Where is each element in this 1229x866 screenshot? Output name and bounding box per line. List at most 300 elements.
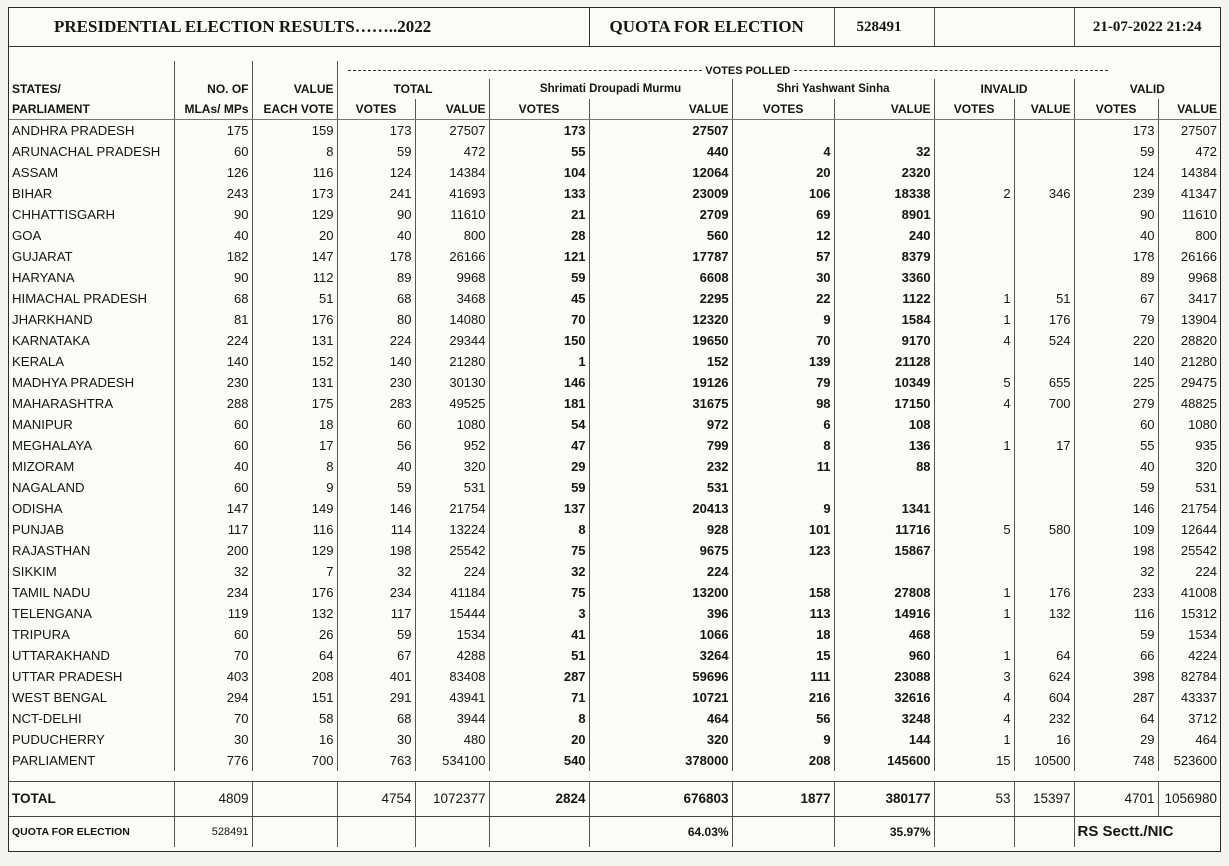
cell-valid-value: 531 [1158,477,1220,498]
cell-sinha-value [834,477,934,498]
cell-value-each: 175 [252,393,337,414]
cell-invalid-value: 604 [1014,687,1074,708]
cell-valid-value: 4224 [1158,645,1220,666]
cell-murmu-value: 19650 [589,330,732,351]
cell-murmu-votes: 133 [489,183,589,204]
state-name: HARYANA [12,269,75,285]
cell-murmu-votes: 150 [489,330,589,351]
cell-sinha-value: 21128 [834,351,934,372]
cell-sinha-value: 240 [834,225,934,246]
state-name: ASSAM [12,164,59,180]
cell-sinha-votes: 111 [732,666,834,687]
cell-sinha-votes: 22 [732,288,834,309]
cell-total-value: 1080 [415,414,489,435]
cell-valid-value: 320 [1158,456,1220,477]
cell-valid-value: 21754 [1158,498,1220,519]
state-name: UTTARAKHAND [12,647,110,663]
cell-murmu-value: 928 [589,519,732,540]
cell-invalid-votes [934,414,1014,435]
cell-total-votes: 30 [337,729,415,750]
cell-members: 81 [174,309,252,330]
cell-murmu-votes: 59 [489,267,589,288]
cell-members: 234 [174,582,252,603]
total-murmu-value: 676803 [589,782,732,817]
cell-murmu-value: 799 [589,435,732,456]
col-header-valid-value: VALUE [1158,99,1220,120]
cell-valid-votes: 220 [1074,330,1158,351]
cell-murmu-votes: 55 [489,141,589,162]
cell-murmu-value: 152 [589,351,732,372]
cell-murmu-value: 19126 [589,372,732,393]
cell-murmu-votes: 104 [489,162,589,183]
cell-invalid-votes: 1 [934,645,1014,666]
cell-invalid-votes: 4 [934,687,1014,708]
table-row [9,582,1220,603]
cell-murmu-value: 2295 [589,288,732,309]
table-row [9,540,1220,561]
table-row [9,519,1220,540]
table-row [9,498,1220,519]
cell-valid-value: 21280 [1158,351,1220,372]
state-name: MADHYA PRADESH [12,374,135,390]
cell-total-votes: 178 [337,246,415,267]
cell-valid-value: 935 [1158,435,1220,456]
cell-invalid-value: 17 [1014,435,1074,456]
cell-total-value: 43941 [415,687,489,708]
cell-sinha-votes [732,120,834,142]
cell-murmu-votes: 3 [489,603,589,624]
state-name: PUNJAB [12,521,65,537]
quota-footer-row [9,817,1220,848]
cell-invalid-votes [934,561,1014,582]
cell-sinha-value: 17150 [834,393,934,414]
cell-valid-votes: 239 [1074,183,1158,204]
cell-value-each: 129 [252,540,337,561]
results-sheet [8,7,1221,852]
cell-valid-votes: 140 [1074,351,1158,372]
cell-valid-value: 1080 [1158,414,1220,435]
cell-sinha-value: 15867 [834,540,934,561]
table-row [9,561,1220,582]
cell-invalid-votes: 3 [934,666,1014,687]
cell-invalid-votes [934,162,1014,183]
cell-valid-votes: 225 [1074,372,1158,393]
cell-total-votes: 291 [337,687,415,708]
col-header-mlas: MLAs/ MPs [174,99,252,120]
state-name: WEST BENGAL [12,689,108,705]
cell-value-each: 208 [252,666,337,687]
cell-sinha-value: 1341 [834,498,934,519]
cell-value-each: 8 [252,456,337,477]
cell-sinha-votes: 9 [732,729,834,750]
cell-invalid-value [1014,414,1074,435]
cell-invalid-value: 64 [1014,645,1074,666]
table-row [9,435,1220,456]
cell-valid-votes: 178 [1074,246,1158,267]
title-row [9,8,1220,47]
cell-value-each: 116 [252,519,337,540]
table-row [9,624,1220,645]
state-name: GUJARAT [12,248,73,264]
cell-murmu-votes: 75 [489,540,589,561]
cell-murmu-value: 440 [589,141,732,162]
cell-total-votes: 401 [337,666,415,687]
cell-invalid-votes: 1 [934,729,1014,750]
cell-valid-value: 28820 [1158,330,1220,351]
cell-invalid-votes: 4 [934,708,1014,729]
cell-total-votes: 114 [337,519,415,540]
cell-invalid-value: 51 [1014,288,1074,309]
cell-sinha-votes: 70 [732,330,834,351]
col-header-valid-votes: VOTES [1074,99,1158,120]
cell-murmu-votes: 59 [489,477,589,498]
cell-sinha-votes: 123 [732,540,834,561]
cell-invalid-value: 655 [1014,372,1074,393]
cell-valid-value: 1534 [1158,624,1220,645]
cell-murmu-value: 320 [589,729,732,750]
cell-valid-votes: 55 [1074,435,1158,456]
col-header-states: STATES/ [12,82,61,96]
cell-total-value: 49525 [415,393,489,414]
table-row [9,414,1220,435]
cell-sinha-value: 27808 [834,582,934,603]
footer-quota-label: QUOTA FOR ELECTION [12,826,130,838]
cell-murmu-value: 531 [589,477,732,498]
cell-total-votes: 90 [337,204,415,225]
table-row [9,351,1220,372]
cell-valid-value: 14384 [1158,162,1220,183]
cell-valid-value: 48825 [1158,393,1220,414]
table-row [9,456,1220,477]
cell-invalid-votes: 1 [934,435,1014,456]
cell-valid-votes: 40 [1074,225,1158,246]
cell-invalid-votes [934,498,1014,519]
cell-total-votes: 241 [337,183,415,204]
cell-members: 126 [174,162,252,183]
cell-sinha-value: 1584 [834,309,934,330]
cell-invalid-votes: 5 [934,519,1014,540]
cell-valid-value: 800 [1158,225,1220,246]
state-name: UTTAR PRADESH [12,668,123,684]
cell-total-votes: 146 [337,498,415,519]
cell-value-each: 132 [252,603,337,624]
cell-valid-votes: 198 [1074,540,1158,561]
cell-total-votes: 124 [337,162,415,183]
cell-invalid-value [1014,204,1074,225]
cell-valid-votes: 59 [1074,477,1158,498]
cell-sinha-votes: 98 [732,393,834,414]
cell-members: 776 [174,750,252,771]
cell-members: 60 [174,141,252,162]
cell-valid-votes: 90 [1074,204,1158,225]
state-name: MEGHALAYA [12,437,93,453]
cell-invalid-value [1014,267,1074,288]
cell-members: 403 [174,666,252,687]
total-label: TOTAL [9,782,174,817]
cell-sinha-value: 468 [834,624,934,645]
cell-valid-votes: 146 [1074,498,1158,519]
state-name: TELENGANA [12,605,92,621]
cell-sinha-value: 136 [834,435,934,456]
cell-murmu-value: 12064 [589,162,732,183]
cell-total-votes: 234 [337,582,415,603]
col-header-invalid: INVALID [934,79,1074,99]
cell-valid-value: 29475 [1158,372,1220,393]
cell-sinha-value [834,120,934,142]
state-name: KARNATAKA [12,332,90,348]
cell-valid-value: 13904 [1158,309,1220,330]
col-header-invalid-value: VALUE [1014,99,1074,120]
cell-sinha-votes: 57 [732,246,834,267]
cell-total-votes: 59 [337,624,415,645]
cell-invalid-value [1014,498,1074,519]
state-name: PUDUCHERRY [12,731,105,747]
cell-invalid-votes [934,141,1014,162]
cell-sinha-value: 145600 [834,750,934,771]
footer-quota-value: 528491 [174,817,252,848]
cell-murmu-votes: 21 [489,204,589,225]
cell-valid-value: 11610 [1158,204,1220,225]
cell-total-votes: 80 [337,309,415,330]
cell-invalid-votes: 1 [934,288,1014,309]
table-row [9,309,1220,330]
cell-valid-votes: 173 [1074,120,1158,142]
cell-invalid-votes [934,120,1014,142]
state-name: ANDHRA PRADESH [12,122,135,138]
cell-murmu-value: 396 [589,603,732,624]
cell-members: 119 [174,603,252,624]
cell-murmu-votes: 51 [489,645,589,666]
cell-total-votes: 68 [337,708,415,729]
cell-murmu-votes: 32 [489,561,589,582]
cell-sinha-votes: 8 [732,435,834,456]
col-header-no-of: NO. OF [174,79,252,99]
cell-sinha-value: 88 [834,456,934,477]
cell-members: 40 [174,456,252,477]
total-total-votes: 4754 [337,782,415,817]
cell-murmu-value: 560 [589,225,732,246]
cell-valid-value: 523600 [1158,750,1220,771]
col-header-each-vote: EACH VOTE [252,99,337,120]
cell-members: 30 [174,729,252,750]
cell-total-value: 320 [415,456,489,477]
votes-polled-header [9,61,1220,79]
cell-invalid-value [1014,141,1074,162]
cell-total-votes: 56 [337,435,415,456]
cell-invalid-votes: 5 [934,372,1014,393]
cell-total-value: 14384 [415,162,489,183]
cell-invalid-votes: 15 [934,750,1014,771]
cell-members: 60 [174,477,252,498]
cell-invalid-value [1014,225,1074,246]
col-header-invalid-votes: VOTES [934,99,1014,120]
state-name: NAGALAND [12,479,85,495]
cell-members: 243 [174,183,252,204]
col-header-total: TOTAL [337,79,489,99]
total-row [9,782,1220,817]
cell-sinha-votes: 30 [732,267,834,288]
cell-sinha-value: 23088 [834,666,934,687]
cell-invalid-votes: 4 [934,330,1014,351]
table-row [9,246,1220,267]
cell-invalid-votes [934,204,1014,225]
cell-sinha-votes: 15 [732,645,834,666]
cell-sinha-value: 10349 [834,372,934,393]
table-row [9,330,1220,351]
cell-value-each: 8 [252,141,337,162]
cell-valid-votes: 40 [1074,456,1158,477]
cell-total-votes: 60 [337,414,415,435]
cell-invalid-value [1014,246,1074,267]
quota-label: QUOTA FOR ELECTION [589,8,834,47]
cell-invalid-votes [934,246,1014,267]
header-row-2 [9,99,1220,120]
cell-members: 68 [174,288,252,309]
cell-invalid-value [1014,477,1074,498]
cell-valid-value: 3712 [1158,708,1220,729]
table-row [9,204,1220,225]
cell-sinha-value: 18338 [834,183,934,204]
cell-murmu-value: 31675 [589,393,732,414]
table-row [9,750,1220,771]
cell-murmu-value: 6608 [589,267,732,288]
cell-invalid-value: 176 [1014,582,1074,603]
votes-polled-label: VOTES POLLED [705,65,791,77]
cell-invalid-value [1014,162,1074,183]
cell-total-value: 4288 [415,645,489,666]
cell-members: 70 [174,708,252,729]
cell-members: 40 [174,225,252,246]
cell-sinha-value: 144 [834,729,934,750]
cell-total-votes: 59 [337,141,415,162]
cell-invalid-value: 132 [1014,603,1074,624]
cell-total-value: 29344 [415,330,489,351]
cell-total-votes: 59 [337,477,415,498]
cell-invalid-votes [934,267,1014,288]
cell-total-value: 480 [415,729,489,750]
cell-murmu-votes: 54 [489,414,589,435]
cell-valid-votes: 32 [1074,561,1158,582]
cell-value-each: 159 [252,120,337,142]
cell-total-value: 41184 [415,582,489,603]
cell-sinha-votes: 56 [732,708,834,729]
cell-members: 175 [174,120,252,142]
cell-murmu-value: 17787 [589,246,732,267]
cell-total-value: 13224 [415,519,489,540]
state-name: JHARKHAND [12,311,93,327]
table-row [9,708,1220,729]
cell-invalid-value: 232 [1014,708,1074,729]
cell-invalid-value [1014,351,1074,372]
cell-valid-votes: 233 [1074,582,1158,603]
cell-members: 200 [174,540,252,561]
cell-sinha-votes: 69 [732,204,834,225]
cell-sinha-votes: 158 [732,582,834,603]
cell-valid-votes: 29 [1074,729,1158,750]
cell-valid-value: 9968 [1158,267,1220,288]
col-header-murmu-value: VALUE [589,99,732,120]
table-row [9,183,1220,204]
cell-sinha-votes: 113 [732,603,834,624]
cell-murmu-votes: 71 [489,687,589,708]
cell-valid-votes: 124 [1074,162,1158,183]
cell-invalid-value: 16 [1014,729,1074,750]
cell-sinha-votes: 101 [732,519,834,540]
cell-sinha-value: 3248 [834,708,934,729]
cell-invalid-value [1014,456,1074,477]
cell-invalid-votes [934,477,1014,498]
cell-murmu-votes: 45 [489,288,589,309]
cell-sinha-value: 108 [834,414,934,435]
cell-valid-votes: 59 [1074,141,1158,162]
cell-invalid-value: 346 [1014,183,1074,204]
cell-sinha-value: 8379 [834,246,934,267]
state-name: BIHAR [12,185,53,201]
cell-valid-value: 27507 [1158,120,1220,142]
col-header-total-value: VALUE [415,99,489,120]
table-row [9,393,1220,414]
cell-total-votes: 89 [337,267,415,288]
cell-total-votes: 198 [337,540,415,561]
cell-murmu-votes: 20 [489,729,589,750]
table-row [9,729,1220,750]
cell-valid-value: 472 [1158,141,1220,162]
table-row [9,603,1220,624]
cell-invalid-value [1014,561,1074,582]
state-name: CHHATTISGARH [12,206,116,222]
cell-sinha-value: 11716 [834,519,934,540]
cell-valid-value: 82784 [1158,666,1220,687]
cell-valid-votes: 67 [1074,288,1158,309]
col-header-sinha-votes: VOTES [732,99,834,120]
cell-murmu-value: 232 [589,456,732,477]
cell-invalid-value: 524 [1014,330,1074,351]
cell-murmu-votes: 181 [489,393,589,414]
cell-valid-votes: 79 [1074,309,1158,330]
cell-murmu-value: 10721 [589,687,732,708]
cell-total-value: 531 [415,477,489,498]
cell-total-value: 30130 [415,372,489,393]
cell-value-each: 64 [252,645,337,666]
cell-invalid-value: 624 [1014,666,1074,687]
table-row [9,267,1220,288]
cell-value-each: 20 [252,225,337,246]
table-row [9,225,1220,246]
total-murmu-votes: 2824 [489,782,589,817]
cell-total-value: 472 [415,141,489,162]
cell-invalid-votes: 1 [934,582,1014,603]
cell-sinha-votes: 18 [732,624,834,645]
cell-sinha-votes: 9 [732,498,834,519]
cell-value-each: 112 [252,267,337,288]
cell-sinha-value: 9170 [834,330,934,351]
cell-total-votes: 283 [337,393,415,414]
cell-total-votes: 67 [337,645,415,666]
cell-total-value: 9968 [415,267,489,288]
cell-sinha-votes: 11 [732,456,834,477]
date-time: 21-07-2022 21:24 [1074,8,1220,47]
cell-value-each: 16 [252,729,337,750]
cell-valid-votes: 116 [1074,603,1158,624]
cell-invalid-votes [934,540,1014,561]
cell-invalid-value [1014,624,1074,645]
cell-invalid-votes: 2 [934,183,1014,204]
cell-invalid-votes: 1 [934,309,1014,330]
cell-murmu-votes: 287 [489,666,589,687]
cell-invalid-value: 10500 [1014,750,1074,771]
cell-value-each: 147 [252,246,337,267]
cell-murmu-value: 23009 [589,183,732,204]
